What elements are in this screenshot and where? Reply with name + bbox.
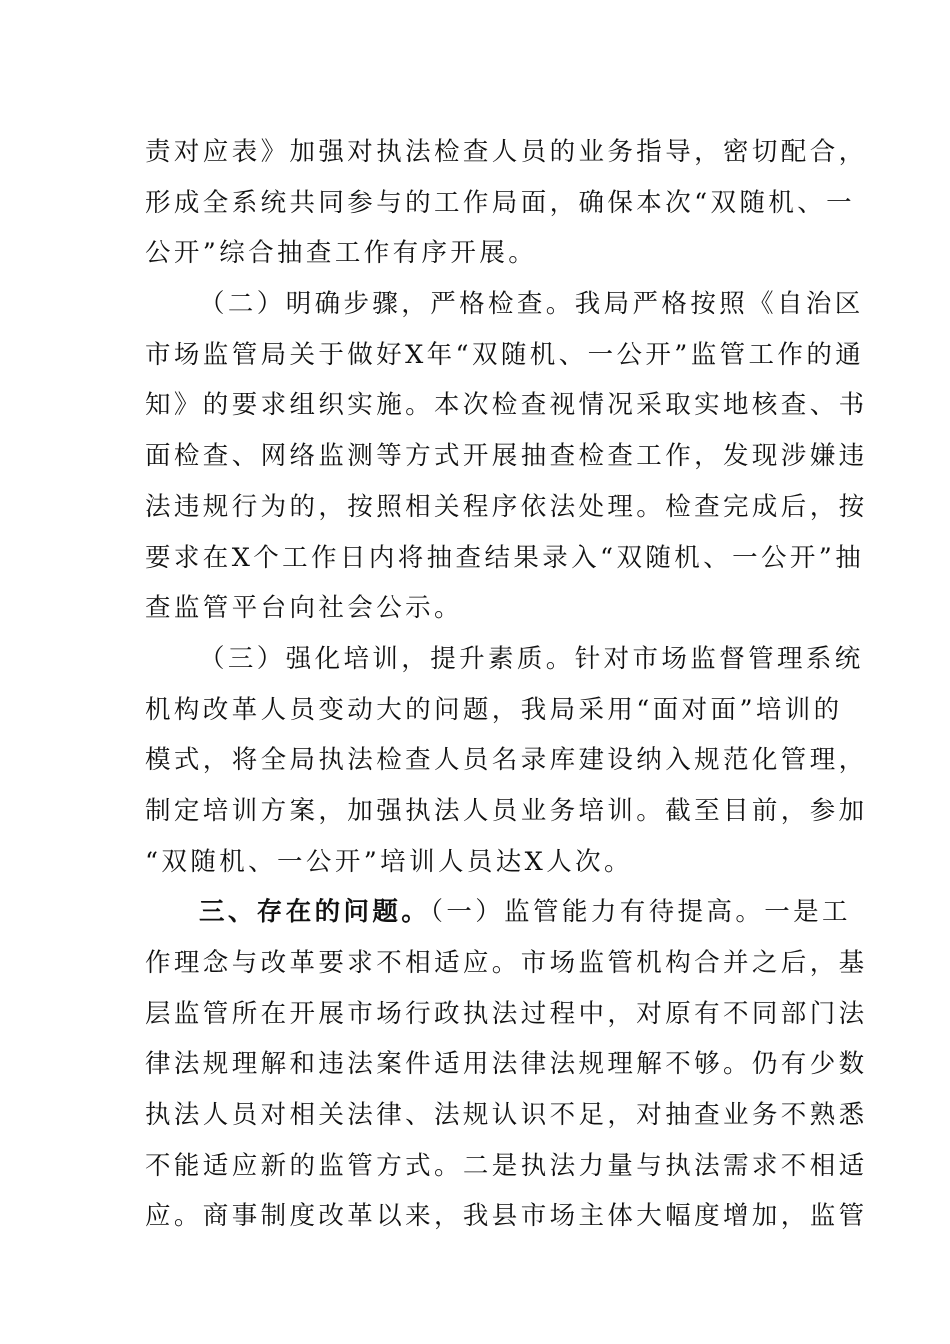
text-line: 面检查、网络监测等方式开展抽查检查工作，发现涉嫌违 [145, 441, 868, 472]
text-line: 制定培训方案，加强执法人员业务培训。截至目前，参加 [145, 795, 868, 826]
text-line: 模式，将全局执法检查人员名录库建设纳入规范化管理， [145, 745, 868, 776]
text-line: 知》的要求组织实施。本次检查视情况采取实地核查、书 [145, 390, 868, 421]
text-line: 查监管平台向社会公示。 [145, 593, 463, 624]
text-line: 法违规行为的，按照相关程序依法处理。检查完成后，按 [145, 491, 868, 522]
text-line: 层监管所在开展市场行政执法过程中，对原有不同部门法 [145, 998, 868, 1029]
text-line: 要求在X个工作日内将抽查结果录入“双随机、一公开”抽 [145, 542, 865, 573]
text-line: 公开”综合抽查工作有序开展。 [145, 238, 538, 269]
section-heading-line [145, 887, 851, 938]
text-line: 作理念与改革要求不相适应。市场监管机构合并之后，基 [145, 948, 868, 978]
section-heading-continuation: （一）监管能力有待提高。一是工 [430, 897, 851, 928]
text-line: 责对应表》加强对执法检查人员的业务指导，密切配合， [145, 137, 868, 167]
text-line: 市场监管局关于做好X年“双随机、一公开”监管工作的通 [145, 339, 865, 370]
text-line: “双随机、一公开”培训人员达X人次。 [145, 846, 633, 877]
text-line: 应。商事制度改革以来，我县市场主体大幅度增加，监管 [145, 1201, 868, 1232]
text-line: 不能适应新的监管方式。二是执法力量与执法需求不相适 [145, 1150, 868, 1181]
document-body [145, 127, 868, 1242]
paragraph-three-start: （三）强化培训，提升素质。针对市场监督管理系统 [199, 643, 864, 674]
section-heading: 三、存在的问题。 [199, 897, 431, 928]
text-line: 执法人员对相关法律、法规认识不足，对抽查业务不熟悉 [145, 1100, 868, 1131]
text-line: 形成全系统共同参与的工作局面，确保本次“双随机、一 [145, 187, 856, 218]
text-line: 律法规理解和违法案件适用法律法规理解不够。仍有少数 [145, 1049, 868, 1080]
paragraph-two-start: （二）明确步骤，严格检查。我局严格按照《自治区 [199, 289, 864, 320]
text-line: 机构改革人员变动大的问题，我局采用“面对面”培训的 [145, 694, 843, 725]
